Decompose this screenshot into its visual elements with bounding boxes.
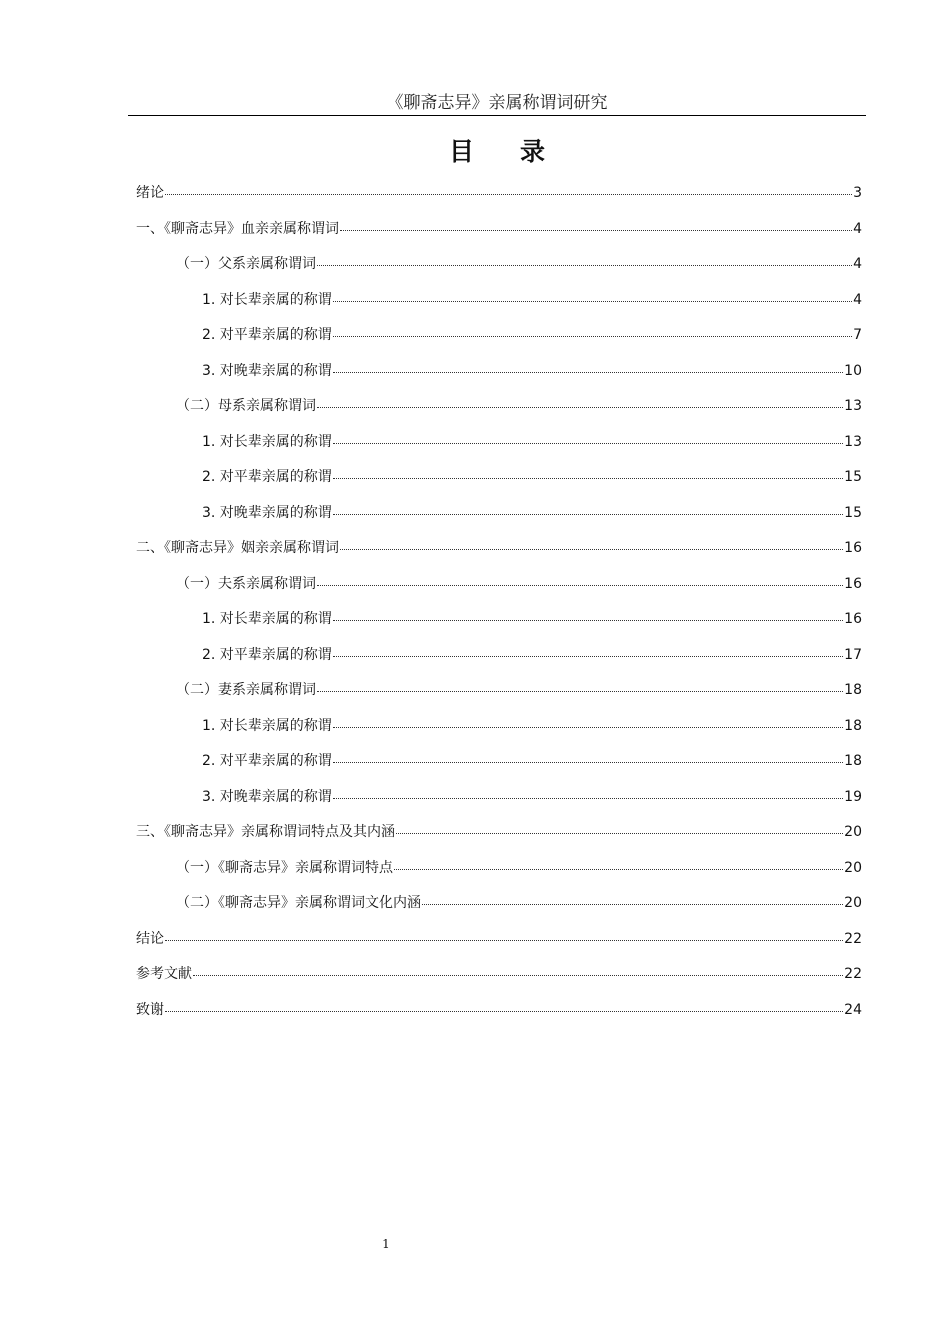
toc-entry[interactable] — [136, 182, 862, 204]
toc-entry-title: （二）妻系亲属称谓词 — [176, 682, 316, 698]
toc-entry[interactable] — [136, 999, 862, 1021]
toc-entry[interactable] — [202, 502, 862, 524]
toc-entry[interactable] — [176, 679, 862, 701]
toc-entry-page: 20 — [844, 895, 862, 911]
toc-entry-page: 18 — [844, 718, 862, 734]
toc-entry[interactable] — [202, 431, 862, 453]
toc-dot-leader — [333, 325, 852, 339]
toc-entry[interactable] — [136, 963, 862, 985]
toc-entry[interactable] — [202, 750, 862, 772]
toc-dot-leader — [333, 716, 843, 730]
toc-entry-title: （二）母系亲属称谓词 — [176, 398, 316, 414]
toc-dot-leader — [193, 964, 843, 978]
toc-dot-leader — [317, 574, 843, 588]
toc-entry-title: 2. 对平辈亲属的称谓 — [202, 469, 332, 485]
toc-dot-leader — [422, 893, 843, 907]
toc-entry-title: 3. 对晚辈亲属的称谓 — [202, 789, 332, 805]
toc-entry-page: 22 — [844, 931, 862, 947]
toc-dot-leader — [333, 467, 843, 481]
toc-entry[interactable] — [202, 786, 862, 808]
toc-entry-title: 1. 对长辈亲属的称谓 — [202, 718, 332, 734]
toc-entry-title: 2. 对平辈亲属的称谓 — [202, 647, 332, 663]
toc-dot-leader — [333, 361, 843, 375]
toc-entry-page: 15 — [844, 469, 862, 485]
toc-entry-page: 4 — [853, 292, 862, 308]
toc-entry-title: 致谢 — [136, 1002, 164, 1018]
toc-dot-leader — [333, 503, 843, 517]
toc-entry[interactable] — [176, 857, 862, 879]
toc-entry-title: （一）夫系亲属称谓词 — [176, 576, 316, 592]
toc-entry[interactable] — [202, 715, 862, 737]
toc-dot-leader — [317, 680, 843, 694]
toc-dot-leader — [317, 396, 843, 410]
toc-entry-page: 17 — [844, 647, 862, 663]
toc-entry[interactable] — [176, 892, 862, 914]
toc-entry-page: 16 — [844, 576, 862, 592]
toc-entry-page: 22 — [844, 966, 862, 982]
toc-entry-title: 参考文献 — [136, 966, 192, 982]
toc-dot-leader — [333, 787, 843, 801]
toc-entry-title: 三、《聊斋志异》亲属称谓词特点及其内涵 — [136, 824, 395, 840]
toc-entry-page: 16 — [844, 611, 862, 627]
toc-entry-page: 16 — [844, 540, 862, 556]
toc-entry[interactable] — [176, 395, 862, 417]
toc-entry-page: 13 — [844, 434, 862, 450]
toc-entry-page: 20 — [844, 824, 862, 840]
toc-dot-leader — [333, 609, 843, 623]
toc-entry-page: 4 — [853, 256, 862, 272]
toc-dot-leader — [333, 645, 843, 659]
toc-dot-leader — [165, 929, 843, 943]
toc-dot-leader — [317, 254, 852, 268]
toc-dot-leader — [333, 432, 843, 446]
toc-entry-title: 1. 对长辈亲属的称谓 — [202, 434, 332, 450]
toc-entry[interactable] — [202, 608, 862, 630]
page-number: 1 — [382, 1237, 390, 1251]
toc-entry-title: 2. 对平辈亲属的称谓 — [202, 327, 332, 343]
toc-entry[interactable] — [202, 466, 862, 488]
toc-entry-title: 3. 对晚辈亲属的称谓 — [202, 363, 332, 379]
toc-entry[interactable] — [176, 573, 862, 595]
toc-dot-leader — [333, 290, 852, 304]
toc-entry[interactable] — [202, 324, 862, 346]
toc-entry-title: 结论 — [136, 931, 164, 947]
toc-entry-page: 7 — [853, 327, 862, 343]
toc-entry-page: 19 — [844, 789, 862, 805]
toc-entry[interactable] — [136, 821, 862, 843]
toc-entry[interactable] — [136, 218, 862, 240]
toc-entry-title: 1. 对长辈亲属的称谓 — [202, 611, 332, 627]
toc-entry-title: （一）父系亲属称谓词 — [176, 256, 316, 272]
toc-entry-page: 10 — [844, 363, 862, 379]
toc-entry[interactable] — [202, 289, 862, 311]
toc-entry[interactable] — [202, 644, 862, 666]
toc-entry[interactable] — [136, 928, 862, 950]
toc-entry-title: 二、《聊斋志异》姻亲亲属称谓词 — [136, 540, 339, 556]
toc-entry-title: 一、《聊斋志异》血亲亲属称谓词 — [136, 221, 339, 237]
toc-dot-leader — [340, 538, 843, 552]
toc-entry[interactable] — [176, 253, 862, 275]
toc-entry-page: 18 — [844, 682, 862, 698]
toc-entry[interactable] — [136, 537, 862, 559]
toc-entry-page: 4 — [853, 221, 862, 237]
toc-entry-page: 3 — [853, 185, 862, 201]
toc-dot-leader — [394, 858, 843, 872]
toc-dot-leader — [333, 751, 843, 765]
toc-entry-page: 24 — [844, 1002, 862, 1018]
toc-dot-leader — [165, 183, 852, 197]
running-header: 《聊斋志异》亲属称谓词研究 — [386, 93, 608, 113]
toc-dot-leader — [165, 1000, 843, 1014]
toc-entry-page: 18 — [844, 753, 862, 769]
toc-entry-title: （一）《聊斋志异》亲属称谓词特点 — [176, 860, 393, 876]
toc-entry-page: 13 — [844, 398, 862, 414]
toc-entry-title: 2. 对平辈亲属的称谓 — [202, 753, 332, 769]
toc-entry-title: 3. 对晚辈亲属的称谓 — [202, 505, 332, 521]
toc-dot-leader — [396, 822, 843, 836]
toc-title: 目录 — [448, 137, 591, 166]
toc-entry-title: 1. 对长辈亲属的称谓 — [202, 292, 332, 308]
toc-entry-title: 绪论 — [136, 185, 164, 201]
toc-entry-title: （二）《聊斋志异》亲属称谓词文化内涵 — [176, 895, 421, 911]
toc-entry-page: 15 — [844, 505, 862, 521]
toc-entry-page: 20 — [844, 860, 862, 876]
toc-dot-leader — [340, 219, 852, 233]
toc-entry[interactable] — [202, 360, 862, 382]
